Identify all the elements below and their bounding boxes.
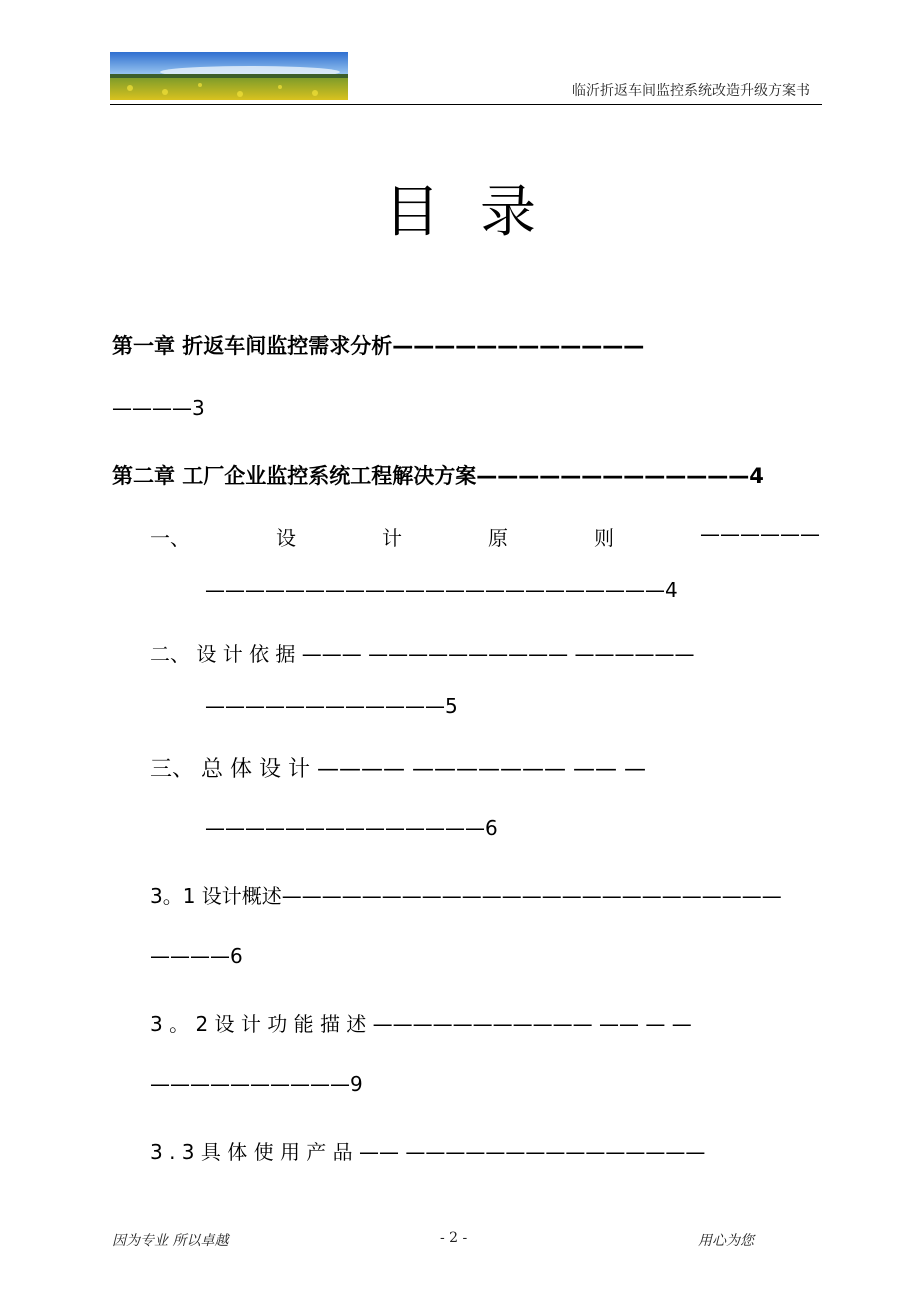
toc-section-3[interactable] (150, 752, 646, 783)
toc-subsection-3-1[interactable]: 3。1 设计概述————————————————————————— (150, 884, 782, 908)
toc-section-2-number: 二、 (150, 642, 190, 666)
toc-section-1[interactable] (150, 522, 820, 551)
toc-section-3-page: ——————————————6 (205, 816, 498, 840)
toc-section-1-char: 则 (594, 526, 614, 550)
toc-section-2-text: 设 计 依 据 ——— —————————— —————— (196, 642, 695, 666)
toc-subsection-3-1-page: ————6 (150, 944, 243, 968)
toc-subsection-3-2-page: ——————————9 (150, 1072, 363, 1096)
toc-section-1-char: 计 (382, 526, 402, 550)
toc-section-3-number: 三、 (150, 757, 195, 782)
toc-subsection-3-2[interactable]: 3 。 2 设 计 功 能 描 述 ——————————— —— — — (150, 1012, 692, 1036)
page-title: 目录 (384, 180, 576, 245)
landscape-field-image (110, 52, 348, 100)
toc-section-1-dashes: —————— (700, 522, 820, 546)
toc-chapter-2[interactable]: 第二章 工厂企业监控系统工程解决方案—————————————4 (112, 464, 764, 488)
toc-section-1-char: 设 (276, 526, 296, 550)
toc-section-1-char: 原 (488, 526, 508, 550)
toc-section-3-text: 总 体 设 计 ———— ——————— —— — (201, 757, 646, 782)
header-landscape-image (110, 52, 348, 100)
toc-section-1-number: 一、 (150, 526, 190, 550)
toc-section-2[interactable] (150, 638, 695, 667)
header-divider (110, 104, 822, 105)
page-number: - 2 - (440, 1230, 468, 1246)
toc-chapter-1[interactable]: 第一章 折返车间监控需求分析———————————— (112, 334, 645, 358)
header-doc-title: 临沂折返车间监控系统改造升级方案书 (572, 83, 810, 99)
toc-section-2-page: ————————————5 (205, 694, 458, 718)
toc-chapter-1-page: ————3 (112, 396, 205, 420)
footer-slogan-right: 用心为您 (698, 1233, 754, 1249)
toc-section-1-page: ———————————————————————4 (205, 578, 678, 602)
toc-subsection-3-3[interactable]: 3 . 3 具 体 使 用 产 品 —— ——————————————— (150, 1140, 706, 1164)
footer-slogan-left: 因为专业 所以卓越 (112, 1233, 229, 1249)
